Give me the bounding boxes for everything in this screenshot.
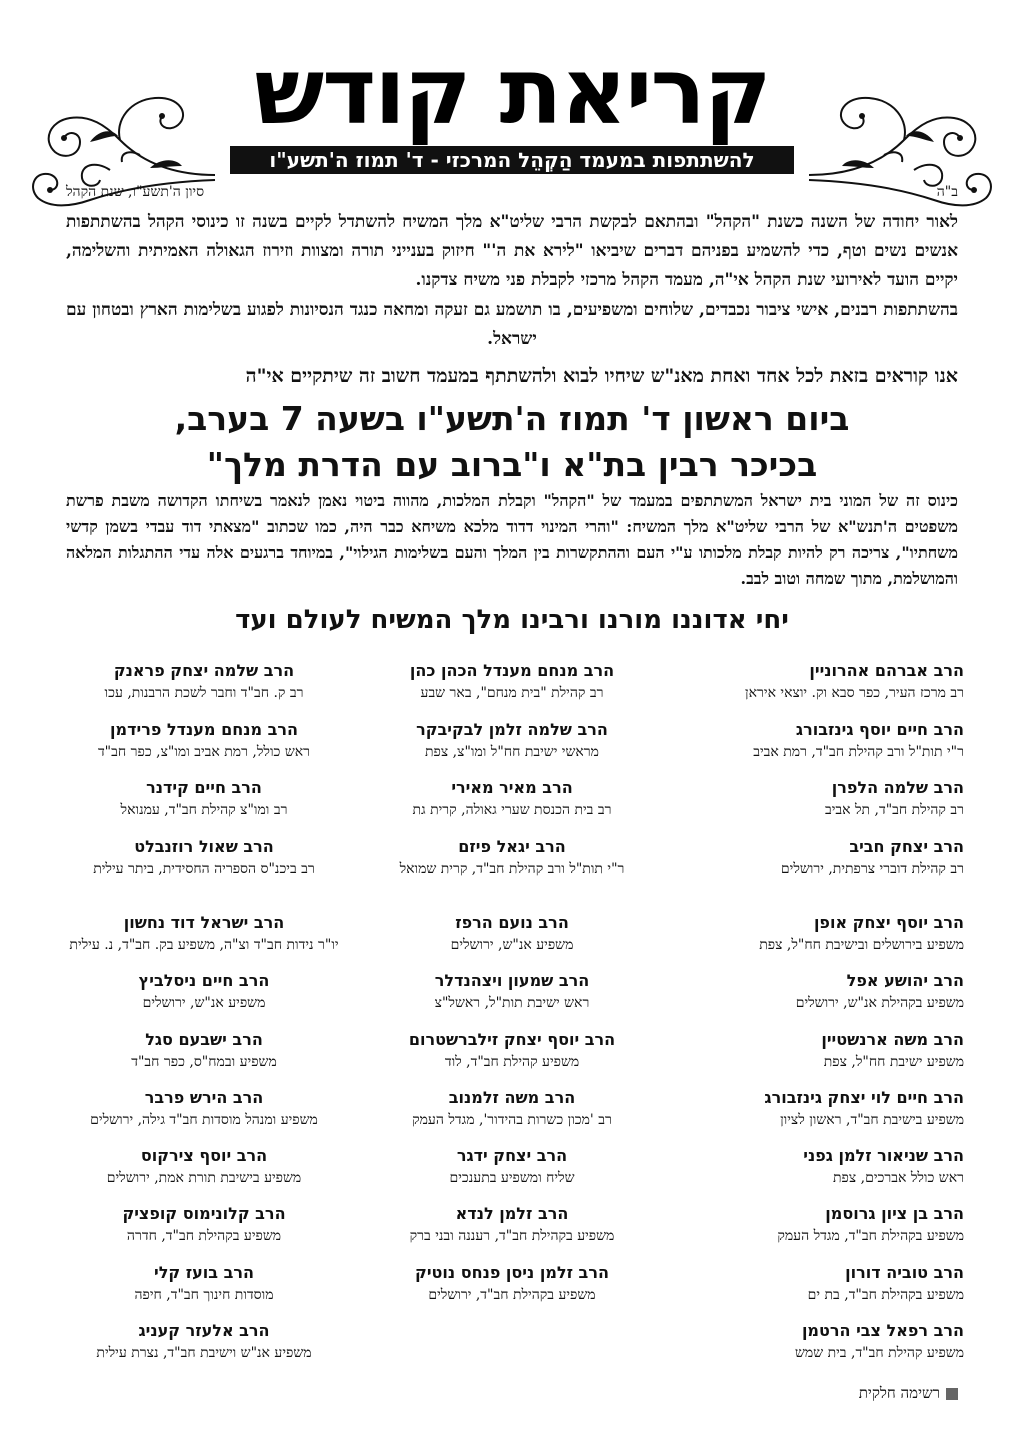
rabbi-entry [676, 836, 964, 895]
rabbi-name: הרב בועז קלי [153, 1262, 254, 1282]
rabbi-name: הרב חיים קידנר [146, 778, 262, 797]
rabbi-name: הרב בן ציון גרוסמן [825, 1204, 964, 1224]
rabbi-name: הרב חיים יוסף גינזבורג [795, 719, 964, 739]
rabbi-name: הרב יהושע אפל [846, 971, 964, 991]
rabbi-role: משפיע בקהילת חב"ד, ירושלים [428, 1286, 596, 1303]
rabbi-name: הרב משה ארנשטיין [821, 1029, 964, 1049]
call-paragraph: אנו קוראים בזאת לכל אחד ואחת מאנ"ש שיחיו לבוא ולהשתתף במעמד חשוב זה שיתקיים אי"ה [245, 365, 958, 387]
event-date-line: ביום ראשון ד' תמוז ה'תשע"ו בשעה 7 בערב, [174, 399, 850, 438]
rabbi-entry [676, 1203, 964, 1261]
rabbi-entry [368, 1320, 656, 1378]
rabbi-role: ראש כולל, רמת אביב ומו"צ, כפר חב"ד [97, 743, 311, 760]
bh-label: ב"ה [936, 184, 958, 200]
rabbi-role: משפיע בישיבת תורת אמת, ירושלים [106, 1170, 302, 1187]
rabbi-role: משפיע ובמח"ס, כפר חב"ד [131, 1053, 277, 1070]
rabbi-role: משפיע אנ"ש, ירושלים [142, 995, 266, 1012]
rabbi-name: הרב מנחם מענדל הכהן כהן [409, 661, 615, 680]
rabbi-role: שליח ומשפיע בתענכים [449, 1170, 575, 1187]
rabbi-entry [60, 1087, 348, 1145]
rabbi-name: הרב קלונימוס קופציק [122, 1204, 286, 1224]
rabbi-name: הרב חיים לוי יצחק גינזבורג [764, 1087, 964, 1107]
rabbi-role: משפיע ישיבת חח"ל, צפת [823, 1053, 964, 1070]
page-title: קריאת קודש [254, 38, 770, 145]
rabbi-entry [60, 1320, 348, 1378]
rabbi-name: הרב יצחק חביב [849, 836, 964, 856]
rabbi-role: משפיע בירושלים ובישיבת חח"ל, צפת [759, 937, 964, 953]
rabbi-entry [676, 719, 964, 778]
rabbi-role: רב קהילת דוברי צרפתית, ירושלים [780, 860, 964, 877]
rabbi-entry [676, 1262, 964, 1320]
rabbi-name: הרב זלמן ניסן פנחס נוטיק [415, 1262, 609, 1282]
rabbi-name: הרב נועם הרפז [455, 913, 569, 932]
rabbi-entry [368, 1087, 656, 1145]
square-bullet-icon [946, 1388, 958, 1400]
rabbi-entry [60, 1262, 348, 1320]
rabbi-entry [60, 1145, 348, 1203]
rabbi-entry [676, 1320, 964, 1378]
rabbi-name: הרב זלמן לנדא [455, 1204, 569, 1224]
rabbi-name: הרב יוסף יצחק זילברשטרום [408, 1029, 616, 1049]
event-details [66, 396, 958, 488]
rabbi-role: ראש כולל אברכים, צפת [833, 1170, 964, 1187]
rabbi-name: הרב שאול רוזנבלט [134, 836, 274, 856]
date-label: סיון ה'תשע"ו, שנת הקהל [66, 184, 205, 200]
rabbi-name: הרב שמעון ויצהנדלר [434, 971, 590, 991]
rabbi-entry [676, 970, 964, 1028]
rabbi-role: יו"ר נידות חב"ד וצ"ה, משפיע בק. חב"ד, נ. עילית [69, 937, 339, 953]
rabbi-role: משפיע בקהילת חב"ד, רעננה ובני ברק [409, 1228, 615, 1245]
subtitle-banner: להשתתפות במעמד הַקְהֵל המרכזי - ד' תמוז ה'תשע"ו [230, 146, 794, 174]
rabbi-name: הרב הירש פרבר [144, 1087, 264, 1107]
rabbi-role: משפיע בקהילת חב"ד, מגדל העמק [777, 1228, 964, 1245]
rabbis-list-primary [60, 660, 964, 894]
rabbi-entry [368, 777, 656, 836]
rabbi-entry [676, 1029, 964, 1087]
rabbi-role: משפיע בקהילת חב"ד, חדרה [126, 1228, 282, 1245]
rabbi-role: רב מרכז העיר, כפר סבא וק. יוצאי איראן [745, 685, 964, 701]
rabbi-role: רב ק. חב"ד וחבר לשכת הרבנות, עכו [104, 685, 304, 701]
rabbi-role: משפיע בקהילת אנ"ש, ירושלים [795, 995, 964, 1012]
rabbi-role: רב 'מכון כשרות בהידור', מגדל העמק [412, 1111, 612, 1128]
rabbi-role: רב ומו"צ קהילת חב"ד, עמנואל [120, 802, 288, 818]
rabbi-entry [60, 1203, 348, 1261]
rabbi-name: הרב יוסף יצחק אופן [813, 913, 964, 932]
rabbi-entry [60, 836, 348, 895]
rabbi-name: הרב יוסף צירקוס [140, 1146, 268, 1166]
rabbi-entry [676, 912, 964, 970]
rabbi-role: משפיע קהילת חב"ד, בית שמש [795, 1345, 964, 1362]
rabbi-name: הרב מנחם מענדל פרידמן [110, 719, 298, 739]
rabbi-entry [368, 719, 656, 778]
rabbi-role: משפיע אנ"ש, ירושלים [450, 937, 574, 953]
rabbi-role: רב ביכנ"ס הספריה החסידית, ביתר עילית [93, 860, 315, 877]
rabbi-entry [60, 719, 348, 778]
partial-list-label: רשימה חלקית [858, 1384, 940, 1402]
rabbi-name: הרב אלעזר קעניג [138, 1321, 270, 1341]
rabbi-name: הרב משה זלמנוב [448, 1087, 576, 1107]
rabbi-role: משפיע בישיבת חב"ד, ראשון לציון [780, 1111, 964, 1128]
rabbi-role: רב קהילת חב"ד, תל אביב [824, 802, 964, 818]
rabbi-entry [368, 970, 656, 1028]
rabbi-role: ראש ישיבת תות"ל, ראשל"צ [434, 995, 590, 1012]
rabbi-name: הרב יגאל פיזם [458, 836, 566, 856]
meta-row [66, 184, 958, 206]
rabbi-name: הרב ישבעם סגל [145, 1029, 263, 1049]
rabbi-entry [676, 1145, 964, 1203]
rabbi-name: הרב ישראל דוד נחשון [123, 913, 285, 932]
rabbis-list-secondary [60, 912, 964, 1378]
rabbi-entry [368, 1145, 656, 1203]
rabbi-name: הרב אברהם אהרוניין [809, 661, 964, 680]
rabbi-entry [676, 660, 964, 719]
rabbi-role: רב קהילת "בית מנחם", באר שבע [420, 685, 604, 701]
rabbi-name: הרב מאיר מאירי [451, 778, 573, 797]
rabbi-role: משפיע בקהילת חב"ד, בת ים [807, 1286, 964, 1303]
rabbi-entry [676, 777, 964, 836]
rabbi-name: הרב יצחק ידגר [456, 1146, 568, 1166]
rabbi-name: הרב שלמה זלמן לבקיבקר [416, 719, 608, 739]
rabbi-entry [368, 1029, 656, 1087]
rabbi-name: הרב טוביה דורון [845, 1262, 964, 1282]
rabbi-role: רב בית הכנסת שערי גאולה, קרית גת [412, 802, 612, 818]
rabbi-entry [60, 912, 348, 970]
rabbi-role: משפיע ומנהל מוסדות חב"ד גילה, ירושלים [90, 1111, 318, 1128]
slogan: יחי אדוננו מורנו ורבינו מלך המשיח לעולם ועד [235, 605, 789, 635]
rabbi-role: מוסדות חינוך חב"ד, חיפה [134, 1286, 274, 1303]
rabbi-name: הרב רפאל צבי הרטמן [801, 1321, 964, 1341]
rabbi-entry [60, 660, 348, 719]
rabbi-entry [60, 1029, 348, 1087]
intro-paragraph: לאור יחודה של השנה כשנת "הקהל" ובהתאם לבקשת הרבי שליט"א מלך המשיח להשתדל לקיים בשנה זו כינוסי הקהל בהשתתפות אנשים נשים וטף, כדי להשמיע בפניהם דברים שיביאו "לירא את ה'" חיזוק בענייני תורה ומצוות וזירוז הגאולה האמיתית והשלימה, יקיים הועד לאירועי שנת הקהל אי"ה, מעמד הקהל מרכזי לקבלת פני משיח צדקנו. [66, 212, 958, 290]
significance-paragraph: כינוס זה של המוני בית ישראל המשתתפים במעמד של "הקהל" וקבלת המלכות, מהווה ביטוי נאמן לנאמר בשיחתו הקדושה משבת פרשת משפטים ה'תנש"א של הרבי שליט"א מלך המשיח: "והרי המינוי דדוד מלכא משיחא כבר היה, כמו שכתוב "מצאתי דוד עבדי בשמן קדשי משחתיו", צריכה רק להיות קבלת מלכותו ע"י העם וההתקשרות בין המלך והעם בשלימות הגילוי", במיוחד ברגעים אלה עדי ההתגלות המלאה והמושלמת, מתוך שמחה וטוב לבב. [66, 491, 958, 588]
rabbi-role: ר"י תות"ל ורב קהילת חב"ד, קרית שמואל [399, 860, 625, 877]
rabbi-role: מראשי ישיבת חח"ל ומו"צ, צפת [425, 743, 599, 760]
rabbi-entry [368, 1203, 656, 1261]
rabbi-role: משפיע אנ"ש וישיבת חב"ד, נצרת עילית [96, 1345, 312, 1362]
rabbi-name: הרב שלמה הלפרן [831, 778, 964, 797]
rabbi-role: ר"י תות"ל ורב קהילת חב"ד, רמת אביב [753, 743, 964, 760]
event-location-line: בכיכר רבין בת"א ו"ברוב עם הדרת מלך" [206, 445, 818, 484]
rabbi-entry [368, 1262, 656, 1320]
rabbi-entry [368, 836, 656, 895]
rabbi-entry [368, 912, 656, 970]
footer-note [859, 1384, 958, 1403]
rabbi-entry [60, 970, 348, 1028]
rabbi-name: הרב שניאור זלמן גפני [803, 1146, 964, 1166]
participation-paragraph: בהשתתפות רבנים, אישי ציבור נכבדים, שלוחים ומשפיעים, בו תושמע גם זעקה ומחאה כנגד הנסיונות לפגוע בשלימות הארץ ובטחון עם ישראל. [66, 300, 958, 349]
rabbi-role: משפיע קהילת חב"ד, לוד [444, 1053, 580, 1070]
rabbi-entry [676, 1087, 964, 1145]
rabbi-name: הרב שלמה יצחק פראנק [113, 661, 295, 680]
rabbi-entry [60, 777, 348, 836]
rabbi-entry [368, 660, 656, 719]
rabbi-name: הרב חיים ניסלביץ [138, 971, 270, 991]
